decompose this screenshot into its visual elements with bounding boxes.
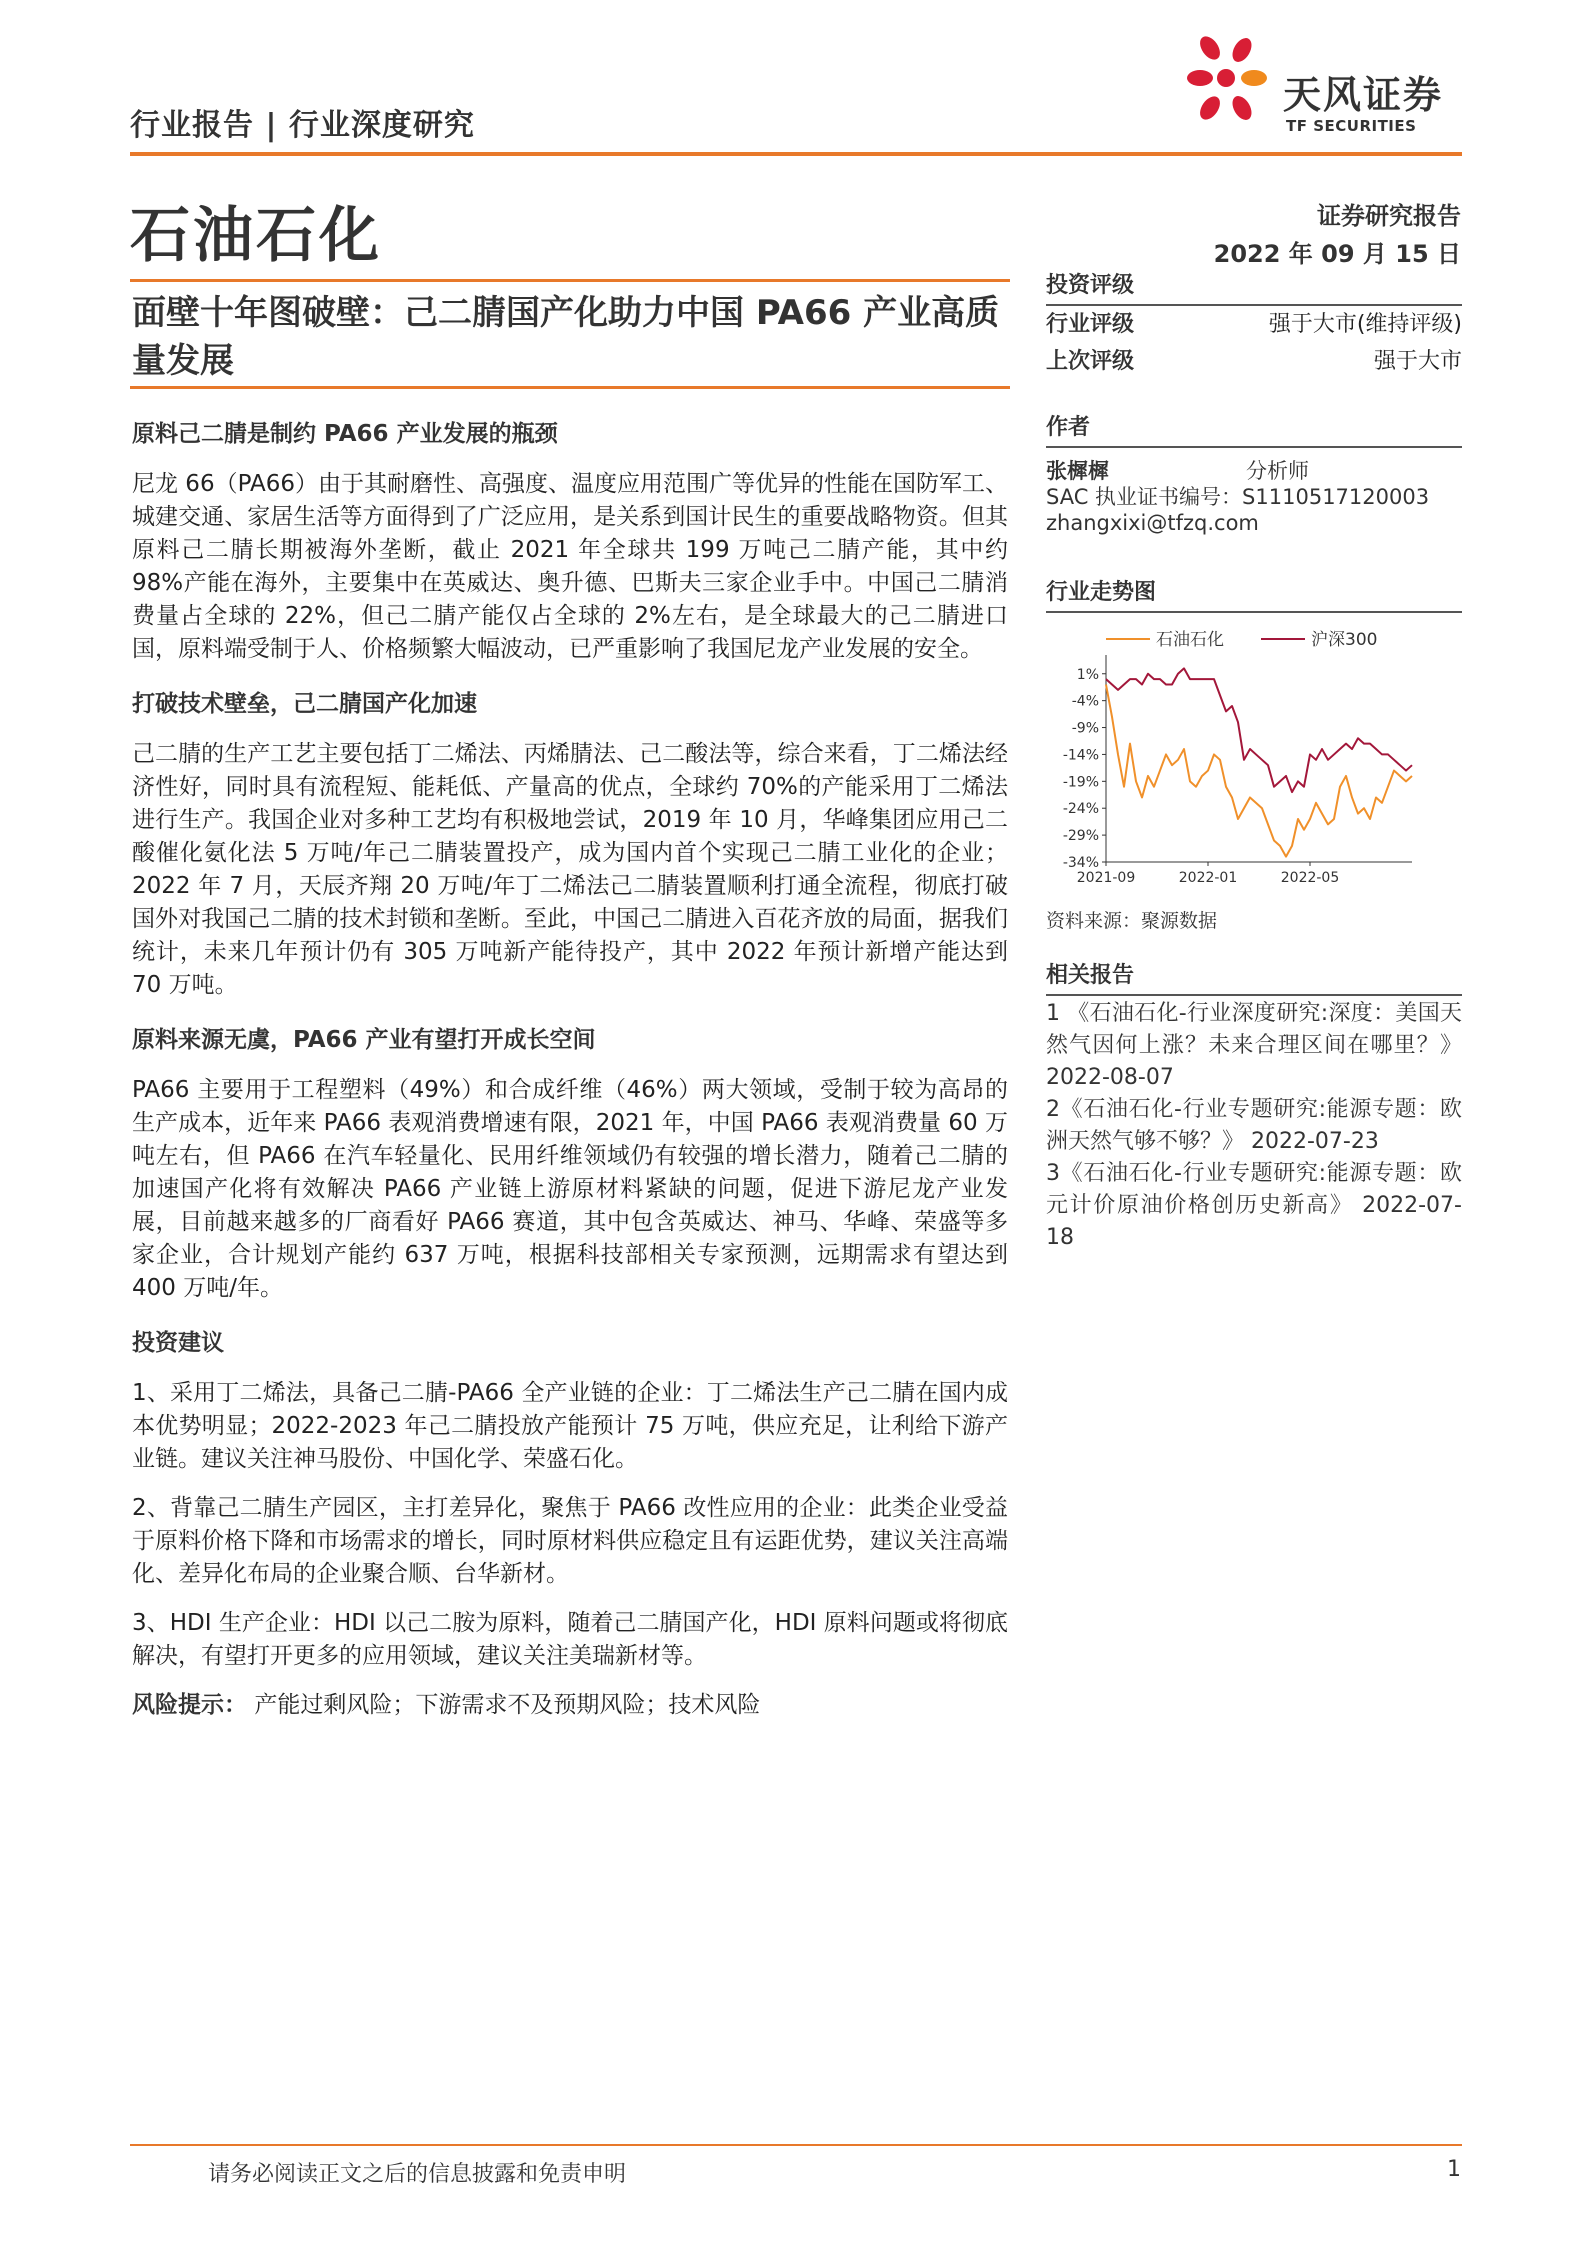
y-tick-label: -24% bbox=[1062, 801, 1099, 818]
report-category: 行业报告 | 行业深度研究 bbox=[130, 108, 475, 143]
series-line bbox=[1106, 668, 1412, 792]
section-paragraph: PA66 主要用于工程塑料（49%）和合成纤维（46%）两大领域，受制于较为高昂的生产成本，近年来 PA66 表观消费增速有限，2021 年，中国 PA66 表观消费量 60 万吨左右，但 PA66 在汽车轻量化、民用纤维领域仍有较强的增长潜力，随着己二腈的加速国产化将有效解决 PA66 产业链上游原材料紧缺的问题，促进下游尼龙产业发展，目前越来越多的厂商看好 PA66 赛道，其中包含英威达、神马、华峰、荣盛等多家企业，合计规划产能约 637 万吨，根据科技部相关专家预测，远期需求有望达到 400 万吨/年。 bbox=[132, 1077, 1008, 1301]
section-paragraph: 1、采用丁二烯法，具备己二腈-PA66 全产业链的企业：丁二烯法生产己二腈在国内成本优势明显；2022-2023 年己二腈投放产能预计 75 万吨，供应充足，让利给下游产业链。建议关注神马股份、中国化学、荣盛石化。 bbox=[132, 1380, 1008, 1472]
related-report-item[interactable]: 3《石油石化-行业专题研究:能源专题：欧元计价原油价格创历史新高》 2022-07-18 bbox=[1046, 1161, 1462, 1250]
logo-subtitle: TF SECURITIES bbox=[1286, 117, 1417, 135]
y-tick-label: -4% bbox=[1071, 693, 1099, 710]
rating-row bbox=[1046, 343, 1462, 380]
related-panel bbox=[1046, 958, 1462, 996]
author-panel bbox=[1046, 410, 1462, 536]
section-paragraph: 3、HDI 生产企业：HDI 以己二胺为原料，随着己二腈国产化，HDI 原料问题或将彻底解决，有望打开更多的应用领域，建议关注美瑞新材等。 bbox=[132, 1610, 1008, 1669]
x-tick-label: 2022-05 bbox=[1280, 870, 1340, 886]
trend-panel bbox=[1046, 575, 1462, 613]
rating-label: 行业评级 bbox=[1046, 312, 1135, 337]
rating-value: 强于大市 bbox=[1373, 349, 1462, 374]
y-tick-label: -29% bbox=[1062, 828, 1099, 845]
report-date: 2022 年 09 月 15 日 bbox=[1213, 240, 1461, 268]
author-title: 作者 bbox=[1046, 410, 1462, 448]
footer-divider bbox=[130, 2144, 1462, 2146]
rating-label: 上次评级 bbox=[1046, 349, 1135, 374]
report-title: 面壁十年图破壁：己二腈国产化助力中国 PA66 产业高质量发展 bbox=[132, 293, 1000, 381]
author-line bbox=[1046, 458, 1462, 484]
section-paragraph: 己二腈的生产工艺主要包括丁二烯法、丙烯腈法、己二酸法等，综合来看，丁二烯法经济性好，同时具有流程短、能耗低、产量高的优点，全球约 70%的产能采用丁二烯法进行生产。我国企业对多种工艺均有积极地尝试，2019 年 10 月，华峰集团应用己二酸催化氨化法 5 万吨/年己二腈装置投产，成为国内首个实现己二腈工业化的企业；2022 年 7 月，天辰齐翔 20 万吨/年丁二烯法己二腈装置顺利打通全流程，彻底打破国外对我国己二腈的技术封锁和垄断。至此，中国己二腈进入百花齐放的局面，据我们统计，未来几年预计仍有 305 万吨新产能待投产，其中 2022 年预计新增产能达到 70 万吨。 bbox=[132, 741, 1008, 998]
y-tick-label: 1% bbox=[1076, 666, 1099, 683]
author-name: 张樨樨 bbox=[1046, 459, 1109, 483]
related-report-item[interactable]: 2《石油石化-行业专题研究:能源专题：欧洲天然气够不够？》 2022-07-23 bbox=[1046, 1097, 1462, 1154]
risk-label: 风险提示： bbox=[132, 1692, 247, 1718]
author-email[interactable]: zhangxixi@tfzq.com bbox=[1046, 511, 1259, 535]
section-heading: 投资建议 bbox=[132, 1330, 224, 1356]
author-role: 分析师 bbox=[1246, 459, 1309, 483]
chart-source: 资料来源：聚源数据 bbox=[1046, 910, 1218, 932]
footer-disclaimer: 请务必阅读正文之后的信息披露和免责申明 bbox=[208, 2162, 627, 2187]
related-title: 相关报告 bbox=[1046, 958, 1462, 996]
rating-row bbox=[1046, 306, 1462, 343]
y-tick-label: -19% bbox=[1062, 774, 1099, 791]
x-tick-label: 2021-09 bbox=[1076, 870, 1136, 886]
page-number: 1 bbox=[1447, 2157, 1461, 2182]
title-bottom-rule bbox=[130, 386, 1010, 389]
section-paragraph: 2、背靠己二腈生产园区，主打差异化，聚焦于 PA66 改性应用的企业：此类企业受益于原料价格下降和市场需求的增长，同时原材料供应稳定且有运距优势，建议关注高端化、差异化布局的企业聚合顺、台华新材。 bbox=[132, 1495, 1008, 1587]
section-paragraph: 尼龙 66（PA66）由于其耐磨性、高强度、温度应用范围广等优异的性能在国防军工、城建交通、家居生活等方面得到了广泛应用，是关系到国计民生的重要战略物资。但其原料己二腈长期被海外垄断，截止 2021 年全球共 199 万吨己二腈产能，其中约 98%产能在海外，主要集中在英威达、奥升德、巴斯夫三家企业手中。中国己二腈消费量占全球的 22%，但己二腈产能仅占全球的 2%左右，是全球最大的己二腈进口国，原料端受制于人、价格频繁大幅波动，已严重影响了我国尼龙产业发展的安全。 bbox=[132, 471, 1008, 662]
risk-text: 产能过剩风险；下游需求不及预期风险；技术风险 bbox=[254, 1692, 761, 1718]
title-top-rule bbox=[130, 279, 1010, 282]
risk-warning bbox=[132, 1689, 1008, 1722]
industry-trend-chart bbox=[1046, 615, 1462, 905]
related-report-item[interactable]: 1 《石油石化-行业深度研究:深度：美国天然气因何上涨？未来合理区间在哪里？》 2022-08-07 bbox=[1046, 1001, 1462, 1090]
rating-panel bbox=[1046, 268, 1462, 380]
legend-label: 石油石化 bbox=[1156, 630, 1224, 650]
report-type: 证券研究报告 bbox=[1317, 202, 1461, 230]
report-body bbox=[132, 412, 1008, 1722]
logo-name: 天风证券 bbox=[1283, 73, 1444, 117]
trend-title: 行业走势图 bbox=[1046, 575, 1462, 613]
y-tick-label: -14% bbox=[1062, 747, 1099, 764]
section-heading: 打破技术壁垒，己二腈国产化加速 bbox=[132, 691, 477, 717]
y-tick-label: -34% bbox=[1062, 855, 1099, 871]
logo-petals-icon bbox=[1187, 33, 1267, 123]
rating-value: 强于大市(维持评级) bbox=[1268, 312, 1462, 337]
x-tick-label: 2022-01 bbox=[1178, 870, 1238, 886]
section-heading: 原料来源无虞，PA66 产业有望打开成长空间 bbox=[132, 1027, 596, 1053]
rating-title: 投资评级 bbox=[1046, 268, 1462, 306]
author-cert: SAC 执业证书编号：S1110517120003 bbox=[1046, 485, 1430, 509]
series-line bbox=[1106, 685, 1412, 857]
header-divider bbox=[130, 152, 1462, 156]
legend-label: 沪深300 bbox=[1311, 630, 1378, 650]
section-heading: 原料己二腈是制约 PA66 产业发展的瓶颈 bbox=[132, 421, 558, 447]
y-tick-label: -9% bbox=[1071, 720, 1099, 737]
related-reports-list bbox=[1046, 998, 1462, 1254]
sector-title: 石油石化 bbox=[130, 201, 382, 271]
